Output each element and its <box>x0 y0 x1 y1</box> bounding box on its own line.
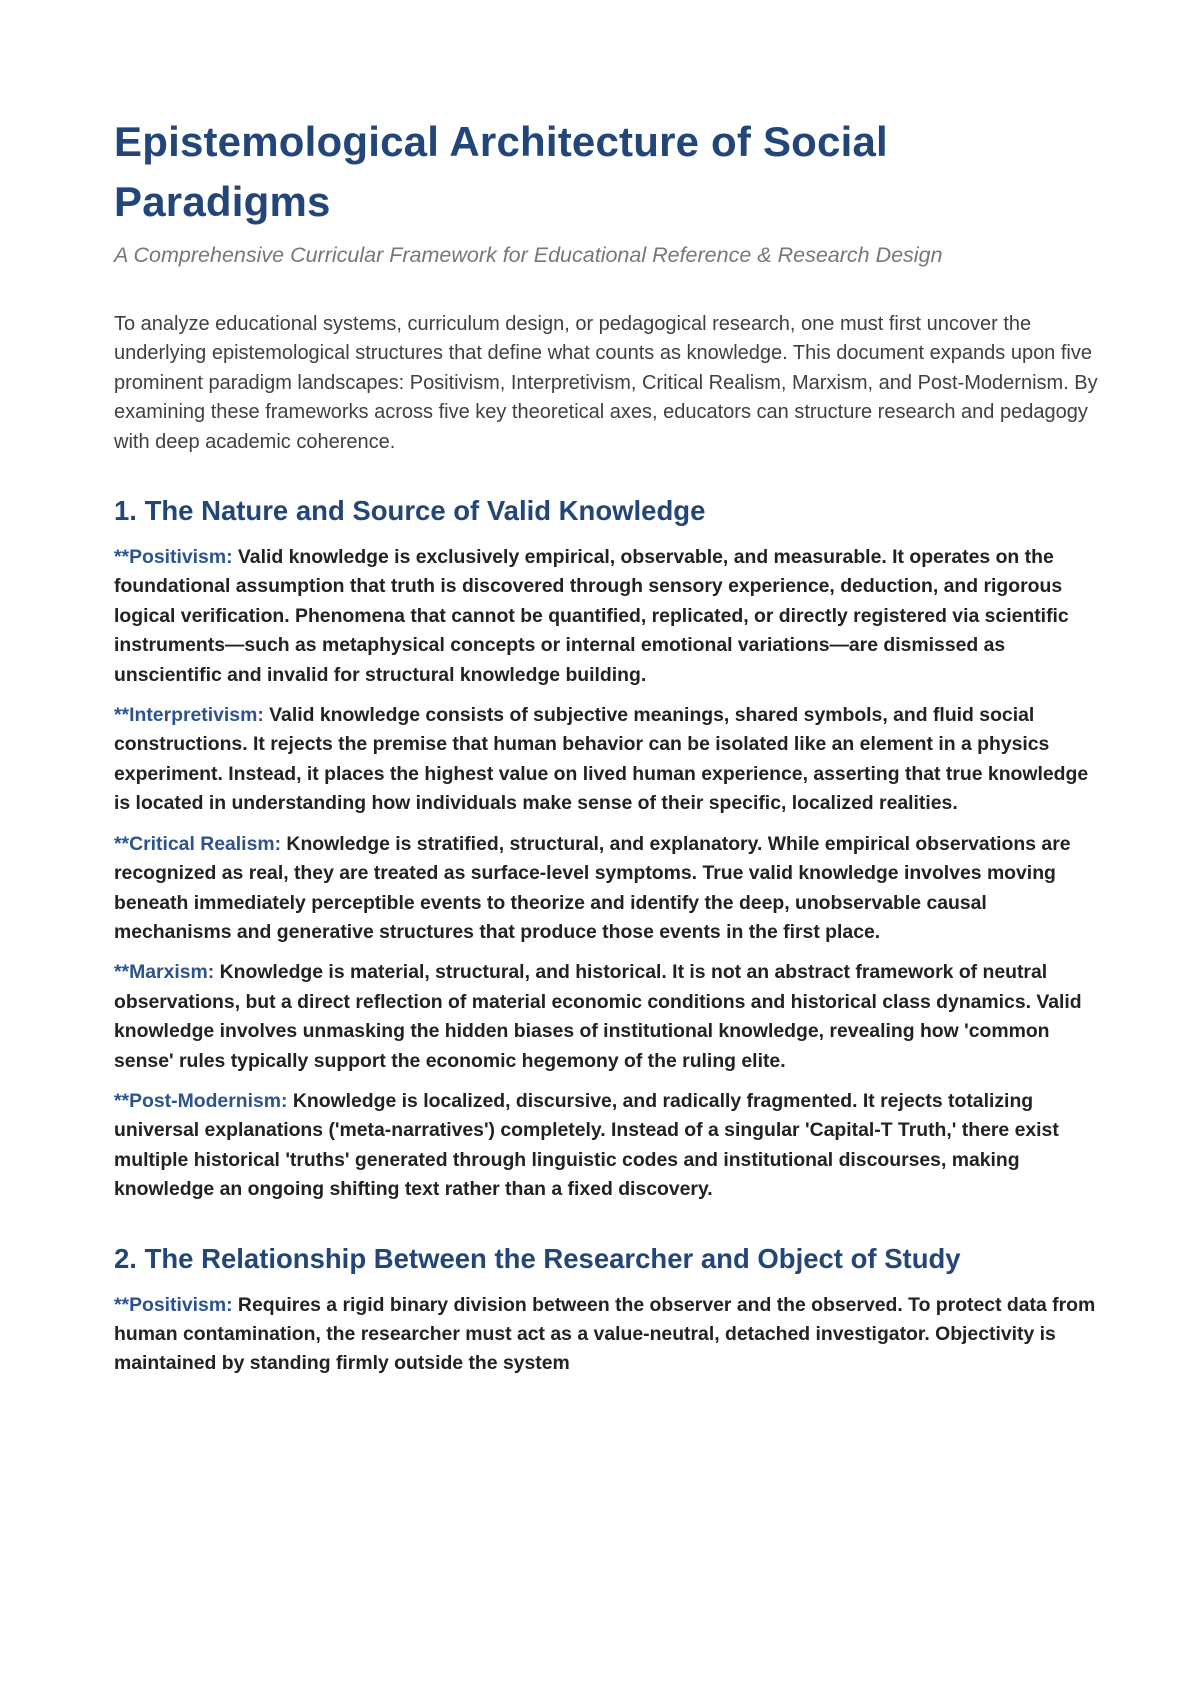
section-researcher-relationship <box>114 1241 1100 1379</box>
entry-label: **Marxism: <box>114 961 215 984</box>
entry-positivism <box>114 1291 1106 1379</box>
section-heading: 1. The Nature and Source of Valid Knowledge <box>114 495 706 527</box>
entry-positivism <box>114 543 1106 690</box>
entry-text: Valid knowledge consists of subjective meanings, shared symbols, and fluid social constructions. It rejects the premise that human behavior can be isolated like an element in a physics experiment. Instead, it places the highest value on lived human experience, asserting that true knowledge is located in understanding how individuals make sense of their specific, localized realities. <box>114 704 1089 815</box>
entry-text: Knowledge is material, structural, and historical. It is not an abstract framework of neutral observations, but a direct reflection of material economic conditions and historical class dynamics. Valid knowledge involves unmasking the hidden biases of institutional knowledge, revealing how 'common sense' rules typically support the economic hegemony of the ruling elite. <box>114 961 1082 1072</box>
entry-label: **Interpretivism: <box>114 704 264 727</box>
entry-text: Valid knowledge is exclusively empirical, observable, and measurable. It operates on the foundational assumption that truth is discovered through sensory experience, deduction, and rigorous logical verification. Phenomena that cannot be quantified, replicated, or directly registered via scientific instruments—such as metaphysical concepts or internal emotional variations—are dismissed as unscientific and invalid for structural knowledge building. <box>114 546 1069 686</box>
entry-post-modernism <box>114 1087 1106 1205</box>
entry-text: Knowledge is stratified, structural, and explanatory. While empirical observations are recognized as real, they are treated as surface-level symptoms. True valid knowledge involves moving beneath immediately perceptible events to theorize and identify the deep, unobservable causal mechanisms and generative structures that produce those events in the first place. <box>114 832 1071 943</box>
entry-label: **Post-Modernism: <box>114 1089 288 1112</box>
entry-label: **Critical Realism: <box>114 832 282 855</box>
document-title: Epistemological Architecture of Social Paradigms <box>114 118 888 225</box>
intro-paragraph: To analyze educational systems, curriculum design, or pedagogical research, one must first uncover the underlying epistemological structures that define what counts as knowledge. This document expands upon five prominent paradigm landscapes: Positivism, Interpretivism, Critical Realism, Marxism, and Post-Modernism. By examining these frameworks across five key theoretical axes, educators can structure research and pedagogy with deep academic coherence. <box>114 313 1098 453</box>
entry-label: **Positivism: <box>114 546 233 569</box>
entry-label: **Positivism: <box>114 1293 233 1316</box>
entry-critical-realism <box>114 830 1106 948</box>
entry-text: Knowledge is localized, discursive, and radically fragmented. It rejects totalizing universal explanations ('meta-narratives') completely. Instead of a singular 'Capital-T Truth,' there exist multiple historical 'truths' generated through linguistic codes and institutional discourses, making knowledge an ongoing shifting text rather than a fixed discovery. <box>114 1089 1059 1201</box>
section-heading: 2. The Relationship Between the Researcher and Object of Study <box>114 1242 961 1274</box>
entry-marxism <box>114 958 1106 1076</box>
entry-text: Requires a rigid binary division between the observer and the observed. To protect data from human contamination, the researcher must act as a value-neutral, detached investigator. Objectivity is maintained by standing firmly outside the system <box>114 1293 1096 1375</box>
entry-interpretivism <box>114 701 1106 819</box>
section-knowledge <box>114 493 1100 1205</box>
document-subtitle: A Comprehensive Curricular Framework for Educational Reference & Research Design <box>114 243 943 267</box>
